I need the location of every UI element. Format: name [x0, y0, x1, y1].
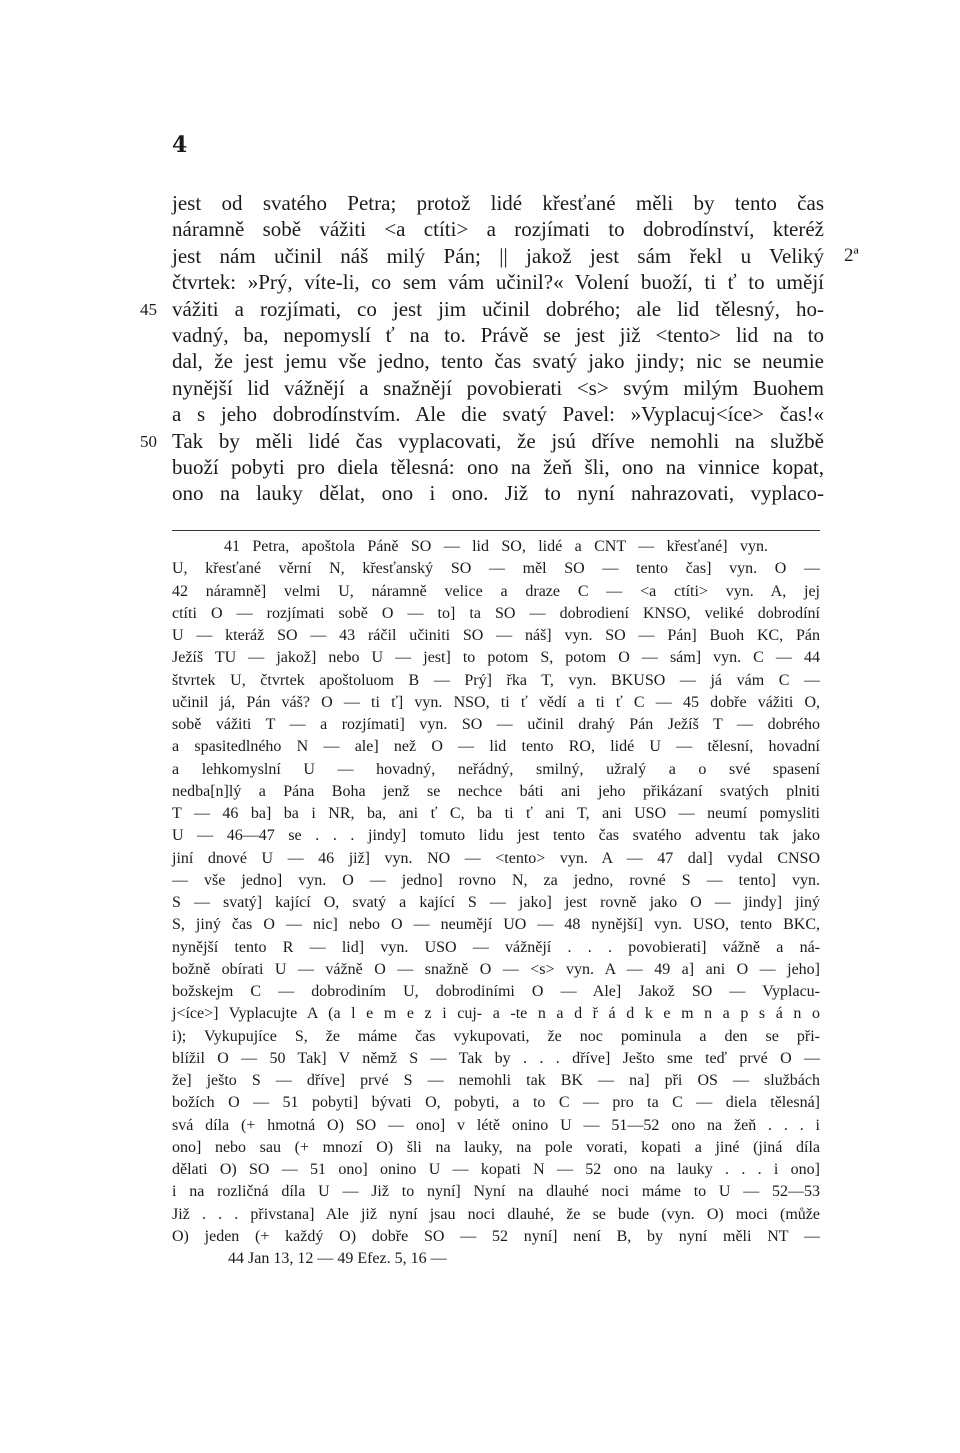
footnote-line-content: blížil O — 50 Tak] V němž S — Tak by . . . dříve] Ješto sme teď prvé O —: [172, 1049, 820, 1067]
footnote-line: [172, 981, 820, 1003]
footnote-line-content: i); Vykupujíce S, že máme čas vykupovati, že noc pominula a den se při-: [172, 1027, 820, 1045]
footnote-line-content: — vše jedno] vyn. O — jedno] rovno N, za jedno, rovné S — tento] vyn.: [172, 871, 820, 889]
footnote-line: [172, 1003, 820, 1025]
footnote-line: [172, 603, 820, 625]
footnote-line: [172, 647, 820, 669]
footnote-line: [172, 692, 820, 714]
footnote-line-content: učinil já, Pán váš? O — ti ť] vyn. NSO, ti ť vědí a ti ť C — 45 dobře vážiti O,: [172, 693, 820, 711]
main-text-line: [172, 428, 824, 454]
main-text-line: [172, 243, 824, 269]
footnote-line-content: jiní dnové U — 46 již] vyn. NO — <tento> vyn. A — 47 dal] vydal CNSO: [172, 849, 820, 867]
footnotes: [172, 536, 820, 1270]
footnote-line: [172, 625, 820, 647]
footnote-line-content: Již . . . přivstana] Ale již nyní jsau noci dlauhé, že se bude (vyn. O) moci (může: [172, 1205, 820, 1223]
main-text-line-content: nynější lid vážnějí a snažnějí povobierati <s> svým milým Buohem: [172, 375, 824, 400]
footnote-line: [172, 870, 820, 892]
footnote-line: [172, 892, 820, 914]
footnote-line-content: sobě vážiti T — a rozjímati] vyn. SO — učinil drahý Pán Ježíš T — dobrého: [172, 716, 820, 733]
footnote-line: [172, 1181, 820, 1203]
footnote-citations-content: 44 Jan 13, 12 — 49 Efez. 5, 16 —: [228, 1250, 447, 1267]
main-text-line: [172, 296, 824, 322]
footnote-line-content: nynější tento R — lid] vyn. USO — vážnějí . . . povobierati] vážně a ná-: [172, 938, 820, 956]
footnote-line: [172, 736, 820, 758]
footnote-line: [172, 848, 820, 870]
footnote-line: [172, 581, 820, 603]
main-text-line-content: čtvrtek: »Prý, víte-li, co sem vám učinil?« Volení buoží, ti ť to umějí: [172, 270, 824, 295]
main-text-line-content: ono na lauky dělat, ono i ono. Již to nyní nahrazovati, vyplaco-: [172, 481, 824, 506]
footnote-line-content: U — 46—47 se . . . jindy] tomuto lidu jest tento čas svatého adventu tak jako: [172, 827, 820, 845]
footnote-line: [172, 1048, 820, 1070]
line-number: 50: [140, 431, 157, 451]
footnote-line-content: božích O — 51 pobyti] bývati O, pobyti, a to C — pro ta C — diela tělesná]: [172, 1094, 820, 1112]
main-text: [172, 190, 824, 507]
line-number: 45: [140, 299, 157, 319]
main-text-line-content: jest nám učinil náš milý Pán; || jakož jest sám řekl u Veliký: [172, 243, 824, 268]
main-text-line-content: jest od svatého Petra; protož lidé křesťané měli by tento čas: [172, 191, 824, 215]
footnote-line: [172, 1204, 820, 1226]
footnote-line-content: 42 náramně] velmi U, náramně velice a draze C — <a ctíti> vyn. A, jej: [172, 582, 820, 600]
main-text-line-content: buoží pobyti pro diela tělesná: ono na žeň šli, ono na vinnice kopat,: [172, 454, 824, 479]
margin-note: 2ª: [844, 244, 859, 266]
footnote-line: [172, 558, 820, 580]
footnote-line-content: štvrtek U, čtvrtek apoštoluom B — Prý] řka T, vyn. BKUSO — já vám C —: [172, 671, 820, 689]
footnote-line: [172, 1137, 820, 1159]
main-text-line-content: Tak by měli lidé čas vyplacovati, že jsú dříve nemohli na službě: [172, 428, 824, 453]
footnote-line-content: U — kteráž SO — 43 ráčil učiniti SO — náš] vyn. SO — Pán] Buoh KC, Pán: [172, 627, 820, 644]
footnote-line: [172, 914, 820, 936]
footnote-line-content: a spasitedlného N — ale] než O — lid tento RO, lidé U — tělesní, hovadní: [172, 738, 820, 756]
footnote-line: [172, 759, 820, 781]
footnote-line: [172, 670, 820, 692]
footnote-line-content: O) jeden (+ každý O) dobře SO — 52 nyní] není B, by nyní měli NT —: [172, 1227, 820, 1245]
footnote-line: [172, 1115, 820, 1137]
footnote-line: [172, 714, 820, 736]
footnote-line-content: ctíti O — rozjímati sobě O — to] ta SO — dobrodiení KNSO, veliké dobrodíní: [172, 604, 820, 622]
footnote-line: [172, 937, 820, 959]
footnote-line-content: ono] nebo sau (+ mnozí O) šli na lauky, na pole vorati, kopati a jiné (jiná díla: [172, 1138, 820, 1156]
main-text-line-content: dal, že jest jemu vše jedno, tento čas svatý jako jindy; nic se neumie: [172, 349, 824, 374]
footnote-line: [172, 803, 820, 825]
footnote-line: [172, 1159, 820, 1181]
main-text-line: [172, 454, 824, 480]
footnote-line-content: j<íce>] Vyplacujte A (a l e m e z i cuj- a -te n a d ř á d k e m n a p s á n o: [172, 1005, 820, 1023]
footnote-line-content: nedba[n]lý a Pána Boha jenž se nechce báti ani jeho přikázaní svatých plniti: [172, 782, 820, 800]
footnote-line: [172, 1026, 820, 1048]
footnote-line: [172, 781, 820, 803]
footnote-line-content: dělati O) SO — 51 ono] onino U — kopati N — 52 ono na lauky . . . i ono]: [172, 1161, 820, 1178]
footnote-line: [172, 536, 820, 558]
footnote-rule: [172, 530, 820, 531]
footnote-line-content: S, jiný čas O — nic] nebo O — neumějí UO — 48 nynější] vyn. USO, tento BKC,: [172, 916, 820, 934]
footnote-line: [172, 1070, 820, 1092]
footnote-line: [172, 1226, 820, 1248]
main-text-line: [172, 322, 824, 348]
footnote-line-content: že] ješto S — dříve] prvé S — nemohli tak BK — na] při OS — službách: [172, 1072, 820, 1089]
main-text-line: [172, 480, 824, 506]
main-text-line-content: vadný, ba, nepomyslí ť na to. Právě se jest již <tento> lid na to: [172, 322, 824, 347]
footnote-line: [172, 825, 820, 847]
main-text-line: [172, 216, 824, 242]
footnote-line-content: T — 46 ba] ba i NR, ba, ani ť C, ba ti ť ani T, ani USO — neumí pomysliti: [172, 805, 820, 822]
footnote-line: [172, 1092, 820, 1114]
footnote-line-content: božskejm C — dobrodiním U, dobrodiními O — Ale] Jakož SO — Vyplacu-: [172, 983, 820, 1000]
main-text-line: [172, 269, 824, 295]
main-text-line-content: vážiti a rozjímati, co jest jim učinil dobrého; ale lid tělesný, ho-: [172, 296, 824, 321]
footnote-line-content: U, křesťané věrní N, křesťanský SO — měl SO — tento čas] vyn. O —: [172, 560, 820, 578]
footnote-line: [172, 959, 820, 981]
main-text-line: [172, 375, 824, 401]
page-number: 4: [172, 132, 188, 158]
footnote-line-content: Ježíš TU — jakož] nebo U — jest] to potom S, potom O — sám] vyn. C — 44: [172, 649, 820, 667]
main-text-line: [172, 401, 824, 427]
footnote-line-content: 41 Petra, apoštola Páně SO — lid SO, lidé a CNT — křesťané] vyn.: [224, 538, 768, 555]
main-text-line-content: náramně sobě vážiti <a ctíti> a rozjímati to dobrodínství, kteréž: [172, 217, 824, 242]
main-text-line: [172, 190, 824, 216]
footnote-line-content: i na rozličná díla U — Již to nyní] Nyní na dlauhé noci máme to U — 52—53: [172, 1183, 820, 1201]
footnote-line-content: božně obírati U — vážně O — snažně O — <s> vyn. A — 49 a] ani O — jeho]: [172, 960, 820, 978]
main-text-line-content: a s jeho dobrodínstvím. Ale die svatý Pavel: »Vyplacuj<íce> čas!«: [172, 402, 824, 427]
main-text-line: [172, 348, 824, 374]
footnote-line-content: svá díla (+ hmotná O) SO — ono] v létě onino U — 51—52 ono na žeň . . . i: [172, 1116, 820, 1134]
footnote-line-content: S — svatý] kající O, svatý a kající S — jako] jest rovně jako O — jindy] jiný: [172, 894, 820, 911]
footnote-line-content: a lehkomyslní U — hovadný, neřádný, smilný, užralý a o své spasení: [172, 760, 820, 778]
footnote-citations: [172, 1248, 820, 1270]
